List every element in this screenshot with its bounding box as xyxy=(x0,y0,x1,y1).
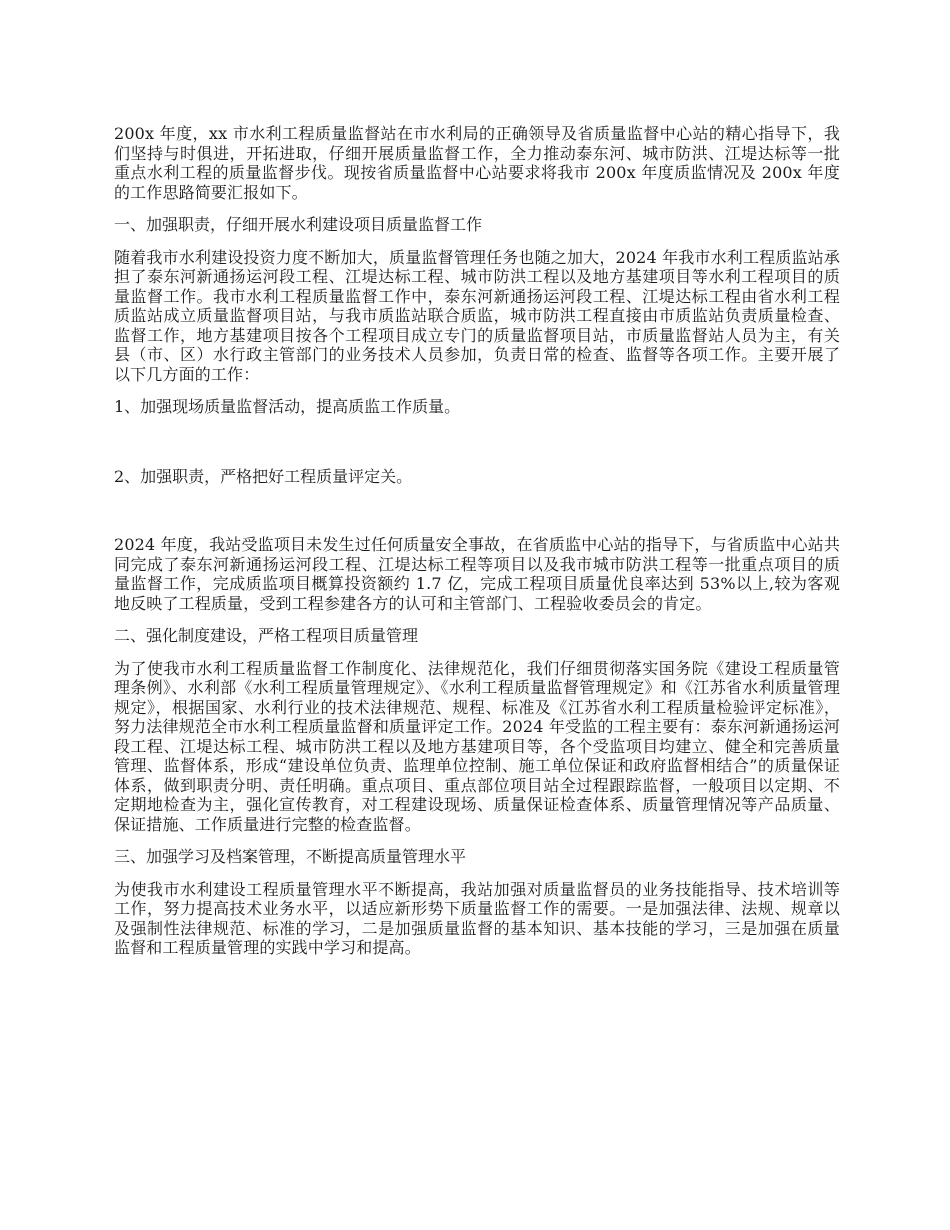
section-1-summary: 2024 年度，我站受监项目未发生过任何质量安全事故，在省质监中心站的指导下，与省质监中心站共同完成了泰东河新通扬运河段工程、江堤达标工程等项目以及我市城市防洪工程等一批重点项目的质量监督工作，完成质监项目概算投资额约 1.7 亿，完成工程项目质量优良率达到 53%以上,较为客观地反映了工程质量，受到工程参建各方的认可和主管部门、工程验收委员会的肯定。 xyxy=(114,535,840,613)
section-3-heading: 三、加强学习及档案管理，不断提高质量管理水平 xyxy=(114,847,467,866)
document-page xyxy=(114,124,840,971)
section-3-body: 为使我市水利建设工程质量管理水平不断提高，我站加强对质量监督员的业务技能指导、技术培训等工作，努力提高技术业务水平，以适应新形势下质量监督工作的需要。一是加强法律、法规、规章以及强制性法律规范、标准的学习，二是加强质量监督的基本知识、基本技能的学习，三是加强在质量监督和工程质量管理的实践中学习和提高。 xyxy=(114,879,840,957)
section-1-heading: 一、加强职责，仔细开展水利建设项目质量监督工作 xyxy=(114,215,483,234)
intro-paragraph: 200x 年度，xx 市水利工程质量监督站在市水利局的正确领导及省质量监督中心站的精心指导下，我们坚持与时俱进，开拓进取，仔细开展质量监督工作，全力推动泰东河、城市防洪、江堤达标等一批重点水利工程的质量监督步伐。现按省质量监督中心站要求将我市 200x 年度质监情况及 200x 年度的工作思路简要汇报如下。 xyxy=(114,124,840,202)
section-2-body: 为了使我市水利工程质量监督工作制度化、法律规范化，我们仔细贯彻落实国务院《建设工程质量管理条例》、水利部《水利工程质量管理规定》、《水利工程质量监督管理规定》和《江苏省水利质量管理规定》，根据国家、水利行业的技术法律规范、规程、标准及《江苏省水利工程质量检验评定标准》，努力法律规范全市水利工程质量监督和质量评定工作。2024 年受监的工程主要有：泰东河新通扬运河段工程、江堤达标工程、城市防洪工程以及地方基建项目等，各个受监项目均建立、健全和完善质量管理、监督体系，形成“建设单位负责、监理单位控制、施工单位保证和政府监督相结合”的质量保证体系，做到职责分明、责任明确。重点项目、重点部位项目站全过程跟踪监督，一般项目以定期、不定期地检查为主，强化宣传教育，对工程建设现场、质量保证检查体系、质量管理情况等产品质量、保证措施、工作质量进行完整的检查监督。 xyxy=(114,658,840,834)
section-1-item-1: 1、加强现场质量监督活动，提高质监工作质量。 xyxy=(114,397,461,416)
section-1-body: 随着我市水利建设投资力度不断加大，质量监督管理任务也随之加大，2024 年我市水利工程质监站承担了泰东河新通扬运河段工程、江堤达标工程、城市防洪工程以及地方基建项目等水利工程项目的质量监督工作。我市水利工程质量监督工作中，泰东河新通扬运河段工程、江堤达标工程由省水利工程质监站成立质量监督项目站，与我市质监站联合质监，城市防洪工程直接由市质监站负责质量检查、监督工作，地方基建项目按各个工程项目成立专门的质量监督项目站，市质量监督站人员为主，有关县（市、区）水行政主管部门的业务技术人员参加，负责日常的检查、监督等各项工作。主要开展了以下几方面的工作： xyxy=(114,247,840,384)
section-1-item-2: 2、加强职责，严格把好工程质量评定关。 xyxy=(114,466,413,486)
section-2-heading: 二、强化制度建设，严格工程项目质量管理 xyxy=(114,626,419,645)
